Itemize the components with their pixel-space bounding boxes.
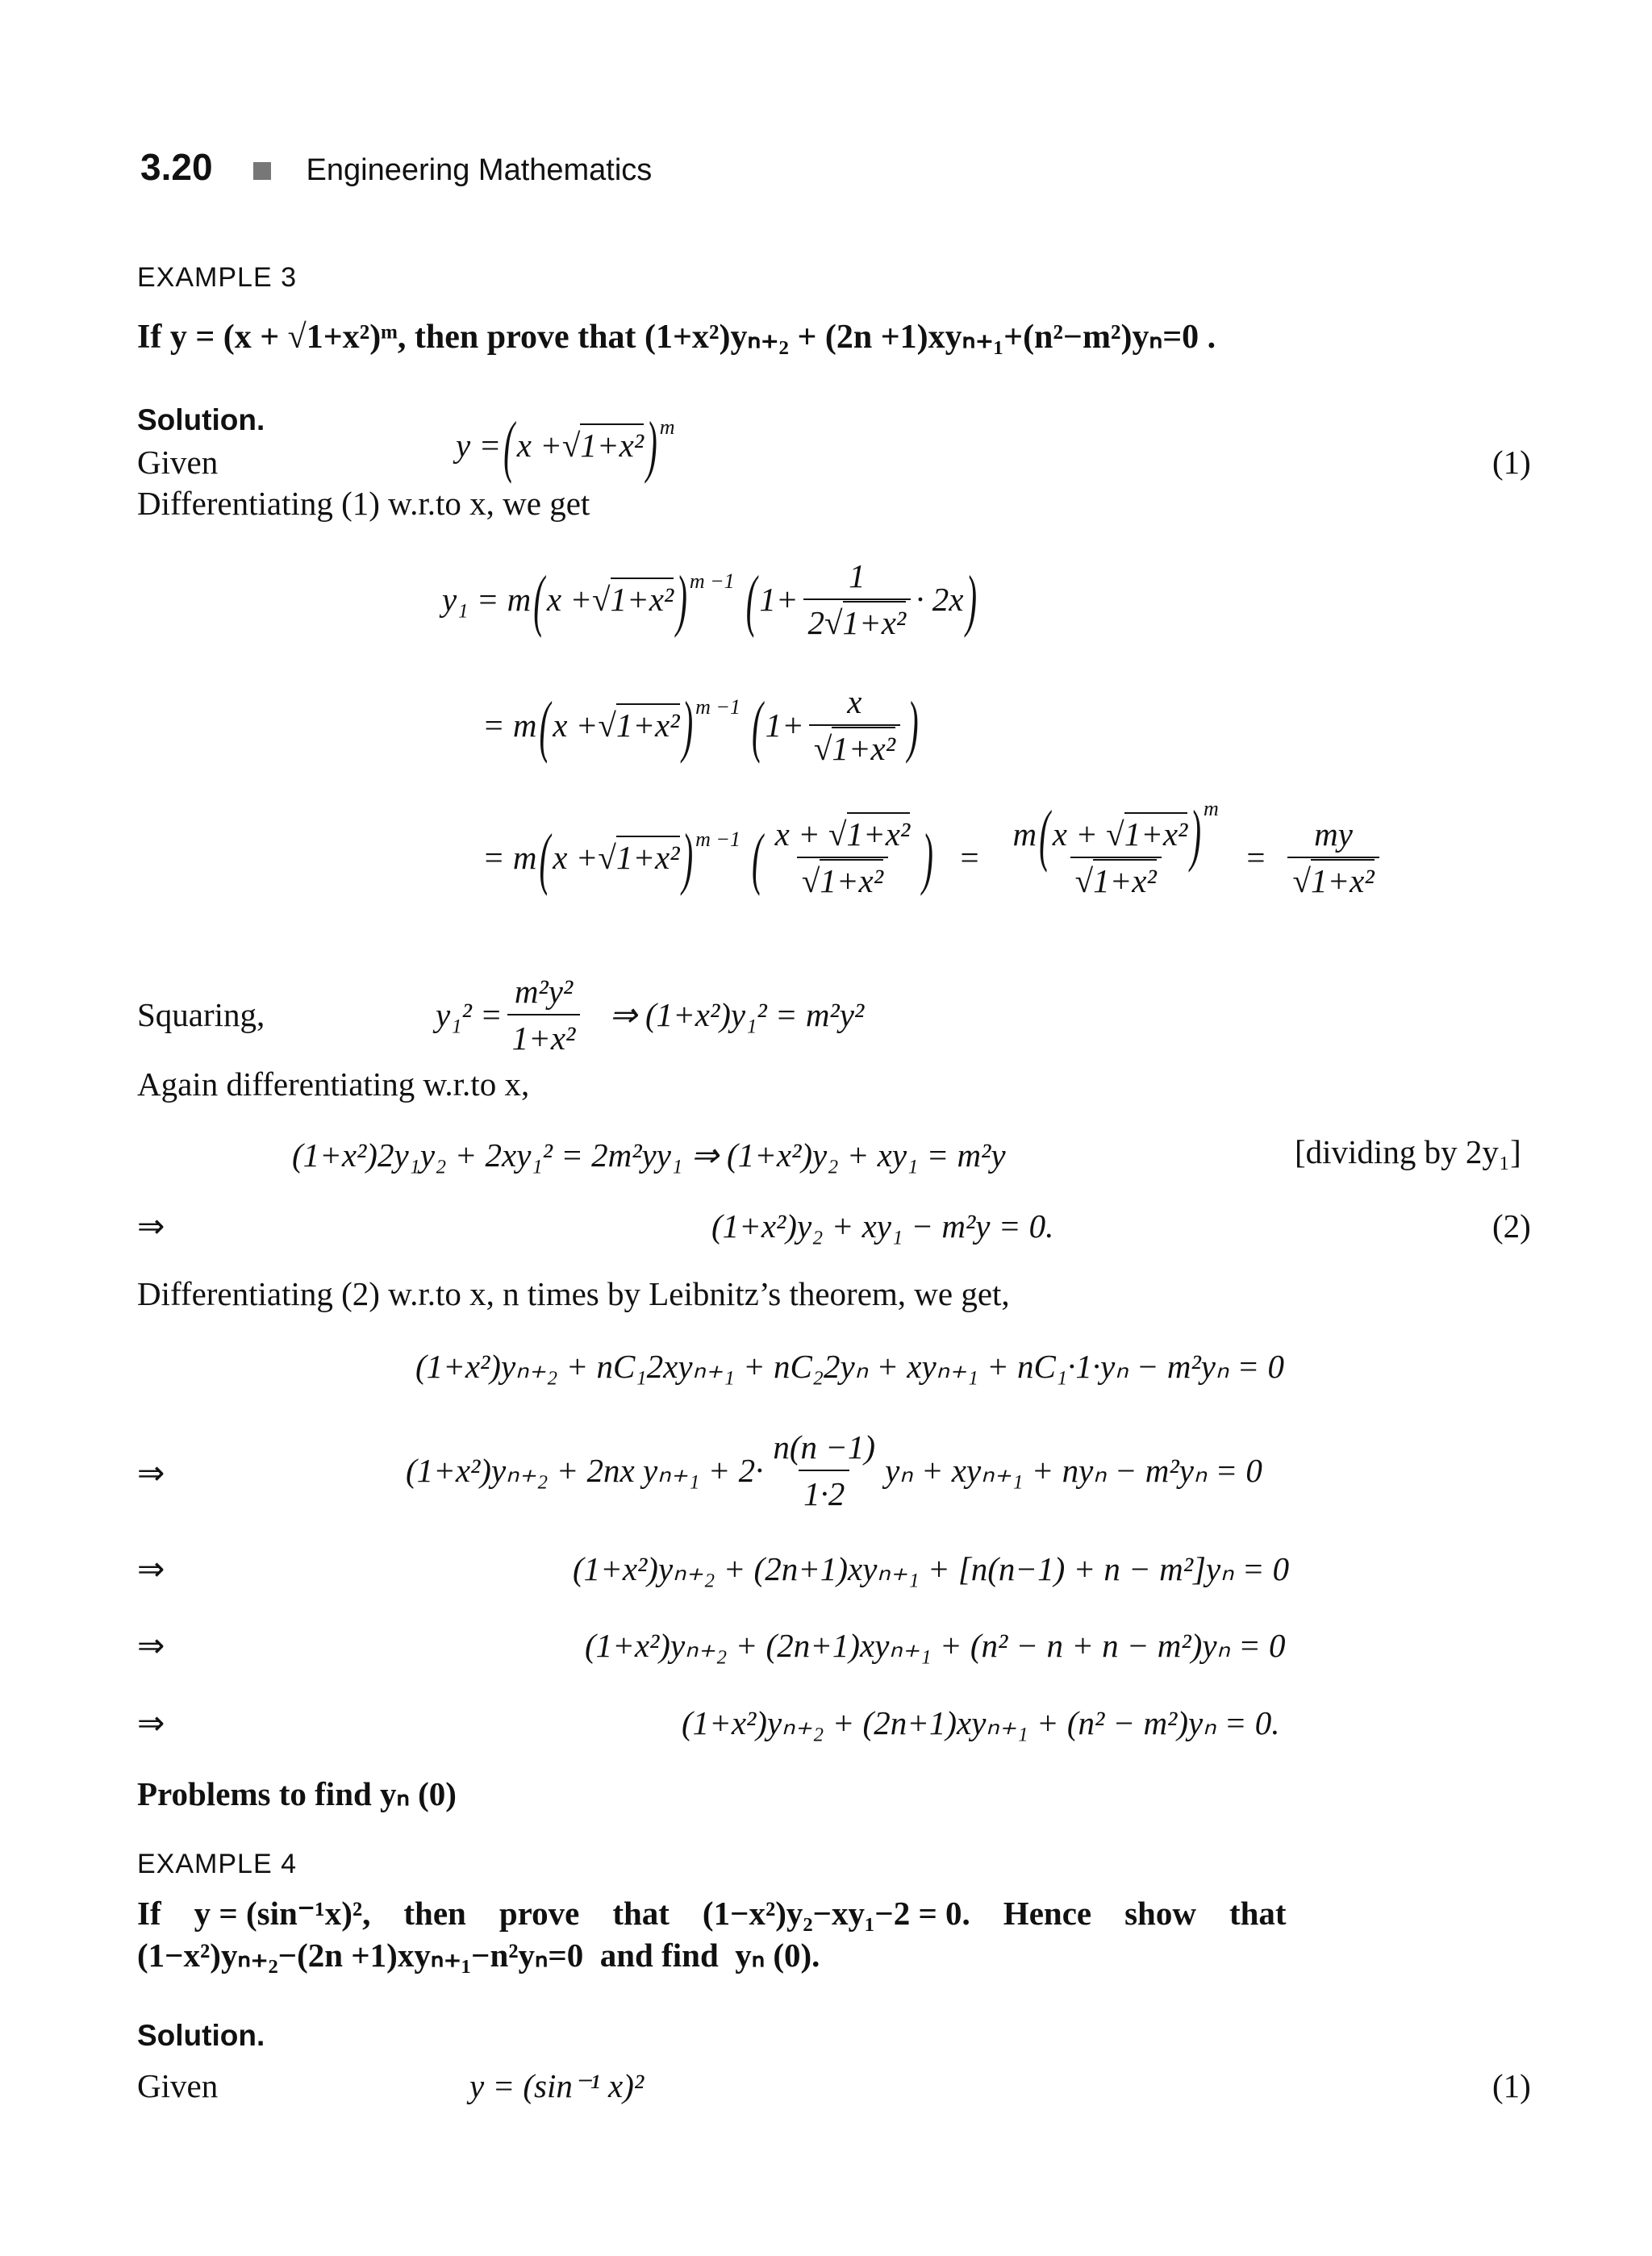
dividing-note: [dividing by 2y₁]: [1295, 1133, 1521, 1170]
exponent: m −1: [695, 695, 740, 719]
radicand: 1+x²: [820, 859, 883, 899]
eq-lhs: = m: [482, 839, 537, 876]
page-number: 3.20: [140, 146, 213, 188]
equation-step: (1+x²)yₙ₊₂ + (2n+1)xyₙ₊₁ + [n(n−1) + n − m²]yₙ = 0: [573, 1550, 1290, 1587]
equation-number: (1): [1492, 444, 1531, 481]
eq-term: 1+: [759, 581, 799, 618]
equals-sign: =: [1244, 839, 1267, 876]
page-header: [140, 145, 652, 189]
equation-y1: y₁ = m ( x + √ 1+x² ) m −1 ( 1+ $\frac{1}{\text{2√1+x²}}$ · 2x ): [442, 557, 978, 641]
exponent: m: [659, 415, 675, 439]
equation-leibniz: (1+x²)yₙ₊₂ + nC₁2xyₙ₊₁ + nC₂2yₙ + xyₙ₊₁ + nC₁·1·yₙ − m²yₙ = 0: [415, 1348, 1284, 1385]
squaring-label: Squaring,: [137, 996, 265, 1033]
equation-squaring: [436, 972, 864, 1057]
example-3-statement: If y = (x + √1+x²)ᵐ, then prove that (1+x²)yₙ₊₂ + (2n +1)xyₙ₊₁+(n²−m²)yₙ=0 .: [137, 319, 1216, 356]
numerator: x: [847, 683, 862, 720]
paragraph: Differentiating (1) w.r.to x, we get: [137, 485, 590, 522]
radicand: 1+x²: [1124, 812, 1188, 853]
eq-lhs: y =: [456, 427, 502, 464]
book-title: Engineering Mathematics: [306, 153, 653, 187]
implies-symbol: ⇒: [137, 1550, 165, 1587]
equation-final: (1+x²)yₙ₊₂ + (2n+1)xyₙ₊₁ + (n² − m²)yₙ = 0.: [682, 1704, 1280, 1741]
equation-again: (1+x²)2y₁y₂ + 2xy₁² = 2m²yy₁ ⇒ (1+x²)y₂ + xy₁ = m²y: [292, 1136, 1006, 1174]
equation-number: (1): [1492, 2067, 1531, 2104]
eq-lhs: y₁ = m: [442, 581, 532, 618]
solution-label: Solution.: [137, 2019, 265, 2052]
eq-lhs: y₁² =: [436, 996, 503, 1033]
eq-term: · 2x: [916, 581, 964, 618]
eq-term: x +: [553, 707, 599, 744]
radicand: 1+x²: [843, 601, 907, 641]
eq-term: m: [1012, 815, 1037, 853]
eq-term: 2: [807, 604, 825, 641]
equation-number: (2): [1492, 1207, 1531, 1245]
numerator: 1: [849, 557, 866, 594]
eq-term: x +: [546, 581, 593, 618]
denominator: 1·2: [799, 1470, 849, 1513]
paragraph: Differentiating (2) w.r.to x, n times by Leibnitz’s theorem, we get,: [137, 1275, 1010, 1312]
header-square-icon: [253, 162, 271, 180]
exponent: m −1: [689, 569, 735, 593]
implies-symbol: ⇒: [137, 1454, 165, 1491]
exponent: m −1: [695, 828, 740, 851]
denominator: 1+x²: [507, 1014, 581, 1057]
radicand: 1+x²: [1311, 859, 1375, 899]
radicand: 1+x²: [611, 578, 674, 618]
equation-2: (1+x²)y₂ + xy₁ − m²y = 0.: [711, 1207, 1054, 1245]
eq-term: x +: [553, 839, 599, 876]
eq-term: (1+x²)yₙ₊₂ + 2nx yₙ₊₁ + 2·: [406, 1452, 764, 1489]
numerator: n(n −1): [773, 1428, 876, 1466]
radicand: 1+x²: [580, 423, 644, 464]
example-4-label: EXAMPLE 4: [137, 1849, 297, 1879]
eq-term: 1+: [765, 707, 804, 744]
eq-term: x +: [516, 427, 562, 464]
eq-term: x +: [1052, 815, 1107, 853]
eq-lhs: = m: [482, 707, 537, 744]
example-4-statement-line2: (1−x²)yₙ₊₂−(2n +1)xyₙ₊₁−n²yₙ=0 and find yₙ (0).: [137, 1937, 820, 1974]
radicand: 1+x²: [832, 727, 895, 767]
equation-step: [406, 1428, 1262, 1513]
implies-symbol: ⇒: [137, 1207, 165, 1245]
implies-symbol: ⇒: [137, 1627, 165, 1664]
example-4-statement-line1: If y = (sin⁻¹x)², then prove that (1−x²)y₂−xy₁−2 = 0. Hence show that: [137, 1895, 1287, 1932]
example-3-label: EXAMPLE 3: [137, 262, 297, 293]
given-equation: y = (sin⁻¹ x)²: [469, 2067, 645, 2104]
equals-sign: =: [957, 839, 981, 876]
numerator: my: [1314, 815, 1353, 853]
radicand: 1+x²: [616, 703, 680, 744]
given-equation: y = ( x + √ 1+x² ) m: [456, 406, 675, 485]
eq-term: yₙ + xyₙ₊₁ + nyₙ − m²yₙ = 0: [885, 1452, 1262, 1489]
equation-step: = m ( x + √ 1+x² ) m −1 ( 1+ $\frac{x}{\text{√1+x²}}$ ): [482, 683, 919, 767]
numerator: m²y²: [514, 973, 574, 1010]
radicand: 1+x²: [847, 812, 911, 853]
paragraph: Again differentiating w.r.to x,: [137, 1065, 530, 1103]
radicand: 1+x²: [1093, 859, 1157, 899]
equation-step: = m ( x + √ 1+x² ) m −1 ( $\frac{\text{x + √1+x²}}{\text{√1+x²}}$ ) = $\frac{m(x + √1+x^2) ^m}{\text{√1+x²}}$ = $\frac{my}{\text{√1+x²}}$: [482, 815, 1384, 900]
section-title: Problems to find yₙ (0): [137, 1775, 457, 1812]
eq-rhs: ⇒ (1+x²)y₁² = m²y²: [609, 996, 865, 1033]
given-label: Given: [137, 2067, 219, 2104]
implies-symbol: ⇒: [137, 1704, 165, 1741]
equation-step: (1+x²)yₙ₊₂ + (2n+1)xyₙ₊₁ + (n² − n + n − m²)yₙ = 0: [585, 1627, 1286, 1664]
radicand: 1+x²: [616, 836, 680, 876]
exponent: m: [1204, 797, 1219, 820]
given-label: Given: [137, 444, 219, 481]
eq-term: x +: [774, 815, 829, 853]
solution-label: Solution.: [137, 403, 265, 436]
